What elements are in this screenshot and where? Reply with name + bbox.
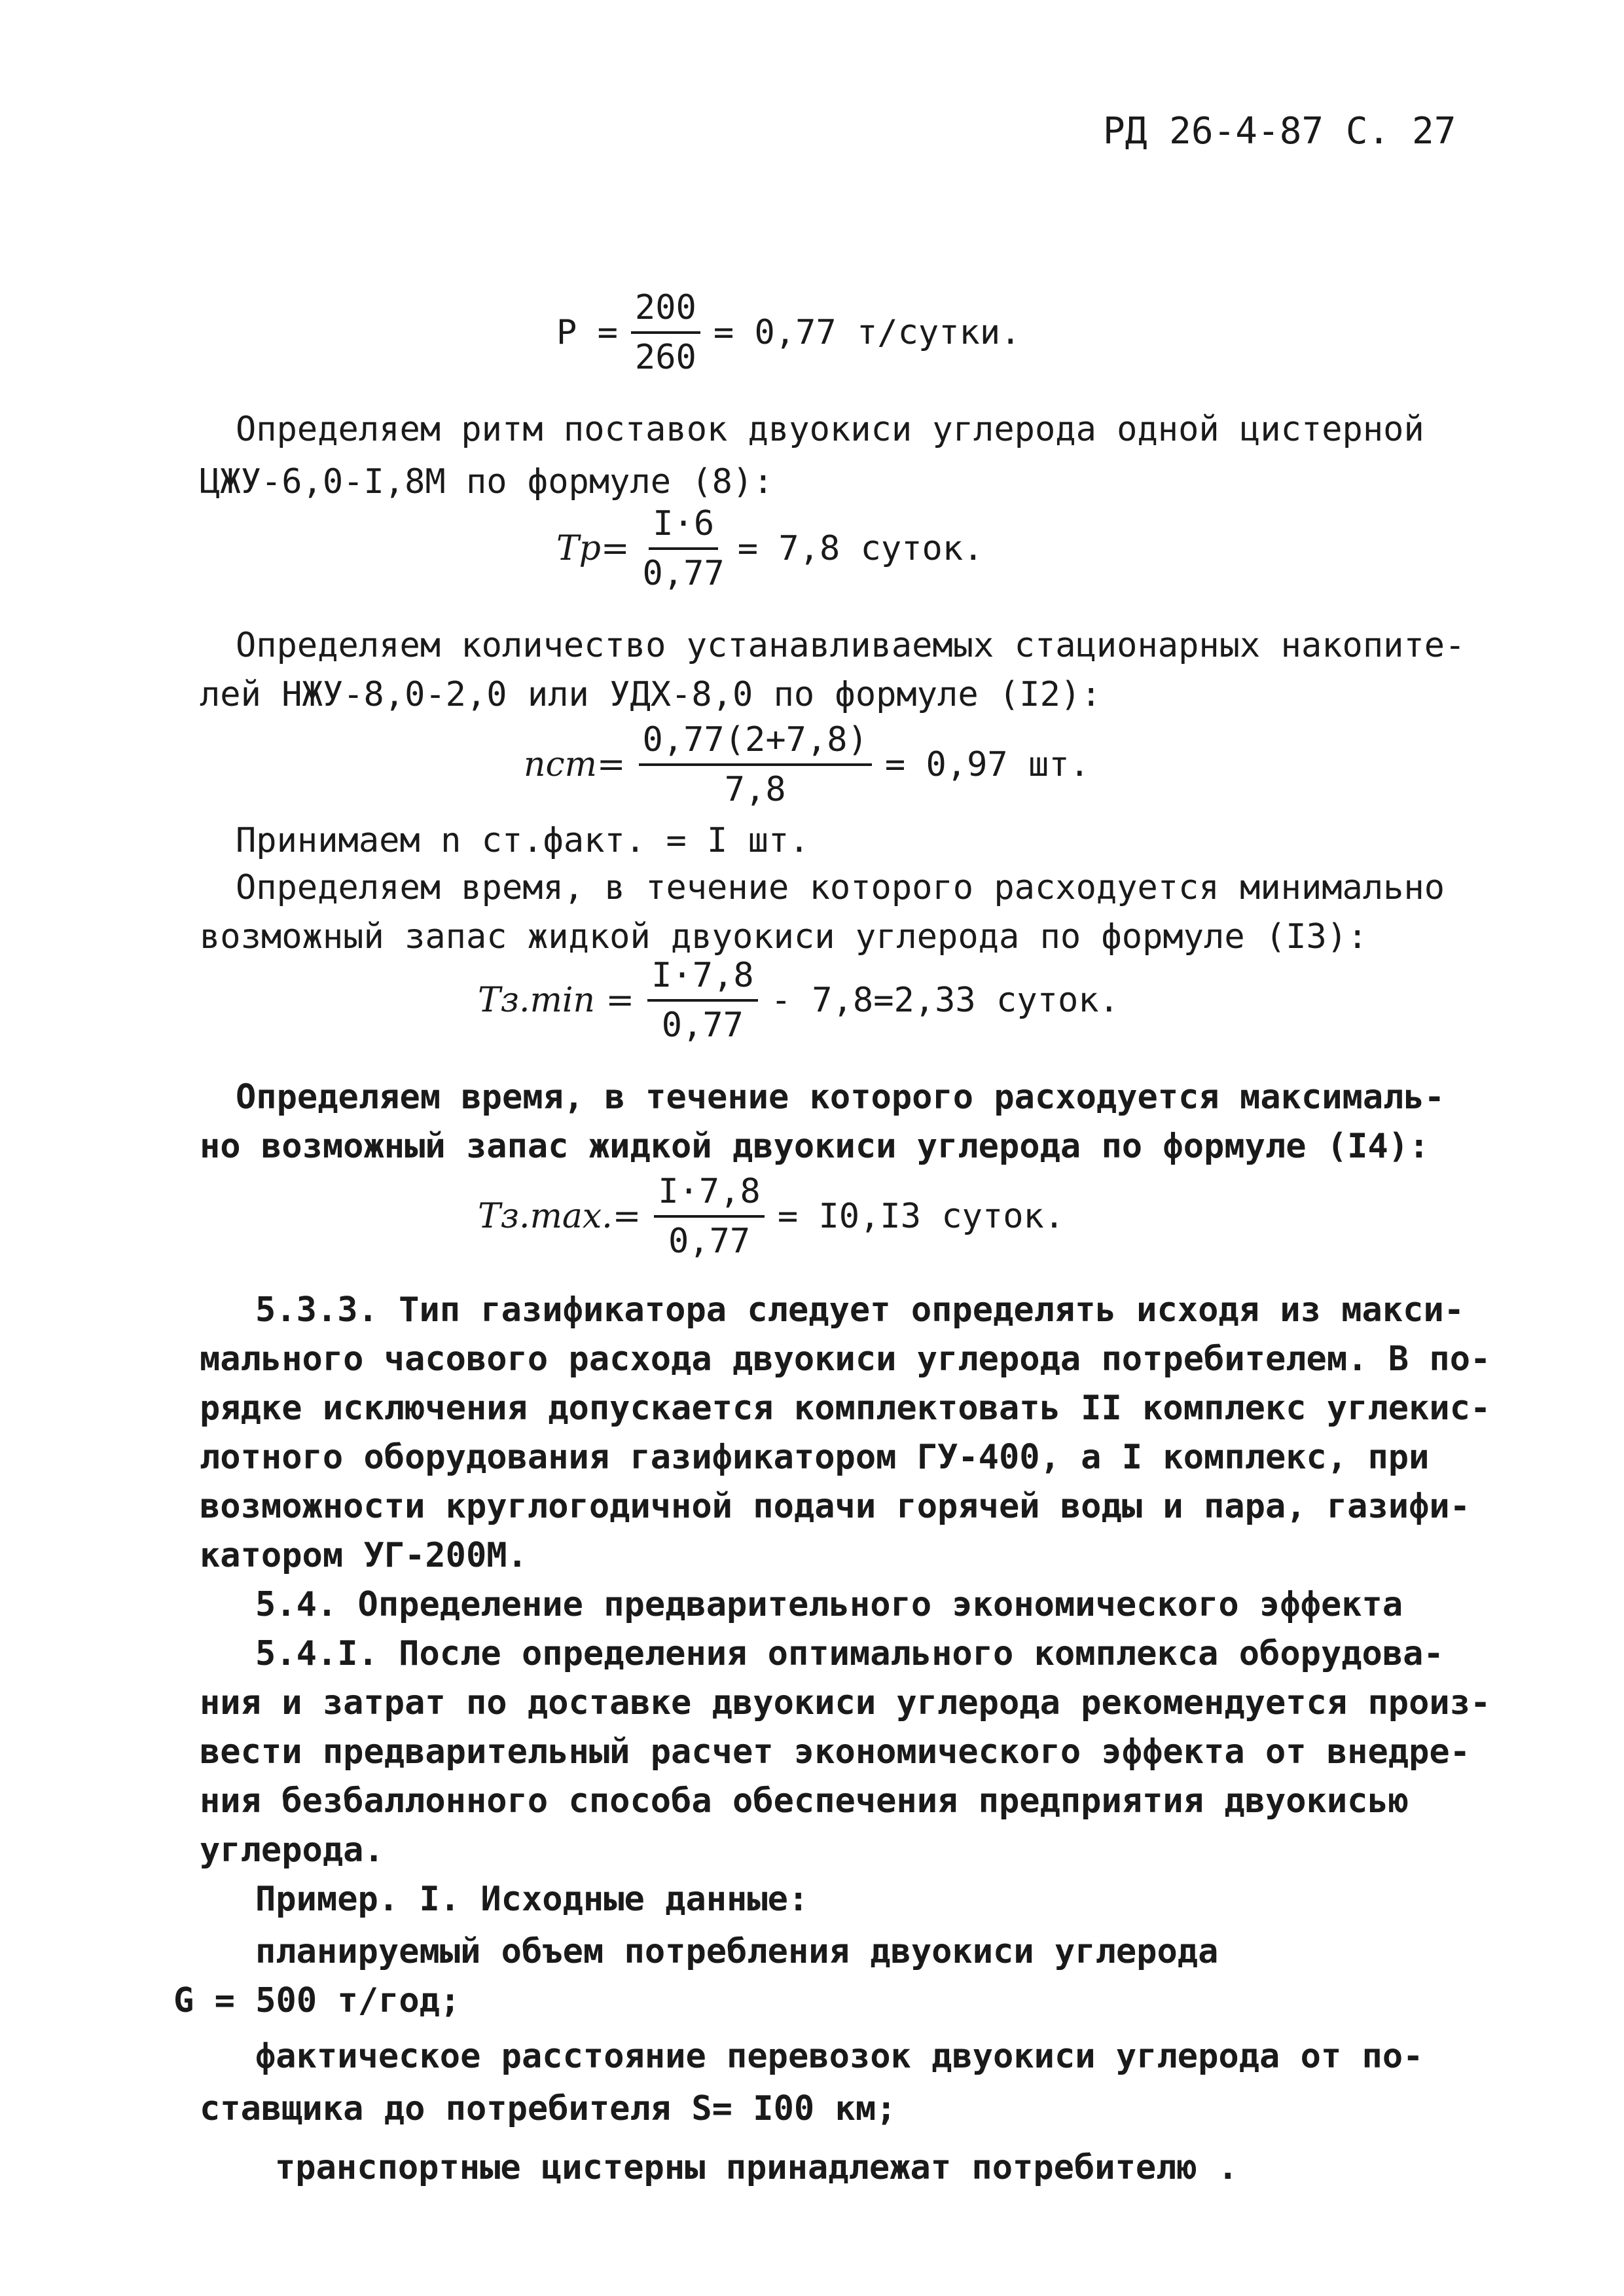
fraction <box>643 504 725 593</box>
formula-nst <box>524 720 1090 809</box>
paragraph-line: планируемый объем потребления двуокиси углерода <box>255 1932 1219 1971</box>
paragraph-line: Определяем время, в течение которого расходуется минимально <box>236 868 1445 907</box>
numerator: I·7,8 <box>654 1172 765 1218</box>
formula-lhs: nст= <box>524 745 626 784</box>
page-reference: РД 26-4-87 С. 27 <box>1103 110 1456 153</box>
paragraph-line: ния безбаллонного способа обеспечения предприятия двуокисью <box>200 1781 1409 1821</box>
formula-rhs: - 7,8=2,33 суток. <box>770 981 1119 1020</box>
denominator: 0,77 <box>668 1222 751 1261</box>
paragraph-line: G = 500 т/год; <box>173 1981 461 2020</box>
denominator: 0,77 <box>661 1006 744 1045</box>
formula-rhs: = 7,8 суток. <box>737 529 984 568</box>
fraction <box>631 288 700 377</box>
paragraph-line: 5.3.3. Тип газификатора следует определять исходя из макси- <box>255 1290 1465 1330</box>
formula-tz-min <box>478 956 1119 1045</box>
formula-rhs: = 0,77 т/сутки. <box>713 313 1021 352</box>
paragraph-line: ставщика до потребителя S= I00 км; <box>200 2089 897 2128</box>
paragraph-line: ЦЖУ-6,0-I,8М по формуле (8): <box>200 462 774 501</box>
denominator: 0,77 <box>642 554 725 593</box>
formula-lhs: Tз.max.= <box>478 1197 641 1236</box>
paragraph-line: Принимаем n ст.факт. = I шт. <box>236 821 810 860</box>
paragraph-line: транспортные цистерны принадлежат потребителю . <box>275 2148 1238 2187</box>
formula-rhs: = I0,I3 суток. <box>777 1197 1065 1236</box>
numerator: I·6 <box>649 504 718 550</box>
paragraph-line: возможности круглогодичной подачи горячей воды и пара, газифи- <box>200 1487 1471 1526</box>
paragraph-line: ния и затрат по доставке двуокиси углерода рекомендуется произ- <box>200 1683 1491 1722</box>
paragraph-line: Определяем количество устанавливаемых стационарных накопите- <box>236 626 1466 665</box>
formula-lhs: Р = <box>556 313 618 352</box>
paragraph-line: катором УГ-200М. <box>200 1536 528 1575</box>
numerator: I·7,8 <box>647 956 758 1002</box>
formula-rhs: = 0,97 шт. <box>884 745 1090 784</box>
section-heading: 5.4. Определение предварительного экономического эффекта <box>255 1585 1403 1624</box>
numerator: 0,77(2+7,8) <box>639 720 872 766</box>
fraction <box>654 1172 765 1261</box>
numerator: 200 <box>631 288 700 334</box>
paragraph-line: вести предварительный расчет экономического эффекта от внедре- <box>200 1732 1471 1772</box>
denominator: 7,8 <box>724 770 786 809</box>
paragraph-line: но возможный запас жидкой двуокиси углерода по формуле (I4): <box>200 1127 1430 1166</box>
formula-p <box>556 288 1020 377</box>
fraction <box>639 720 872 809</box>
fraction <box>647 956 758 1045</box>
paragraph-line: мального часового расхода двуокиси углерода потребителем. В по- <box>200 1339 1491 1379</box>
formula-lhs: Тр= <box>556 529 630 568</box>
paragraph-line: фактическое расстояние перевозок двуокиси углерода от по- <box>255 2037 1424 2076</box>
paragraph-line: лотного оборудования газификатором ГУ-400, а I комплекс, при <box>200 1438 1430 1477</box>
paragraph-line: Определяем время, в течение которого расходуется максималь- <box>236 1078 1445 1117</box>
denominator: 260 <box>634 338 696 377</box>
paragraph-line: 5.4.I. После определения оптимального комплекса оборудова- <box>255 1634 1444 1673</box>
paragraph-line: углерода. <box>200 1831 384 1870</box>
paragraph-line: лей НЖУ-8,0-2,0 или УДХ-8,0 по формуле (I2): <box>200 675 1102 714</box>
paragraph-line: возможный запас жидкой двуокиси углерода по формуле (I3): <box>200 917 1368 957</box>
formula-tr <box>556 504 983 593</box>
formula-lhs: Tз.min = <box>478 981 635 1020</box>
example-heading: Пример. I. Исходные данные: <box>255 1880 809 1919</box>
paragraph-line: рядке исключения допускается комплектовать II комплекс углекис- <box>200 1389 1491 1428</box>
formula-tz-max <box>478 1172 1064 1261</box>
paragraph-line: Определяем ритм поставок двуокиси углерода одной цистерной <box>236 410 1424 449</box>
